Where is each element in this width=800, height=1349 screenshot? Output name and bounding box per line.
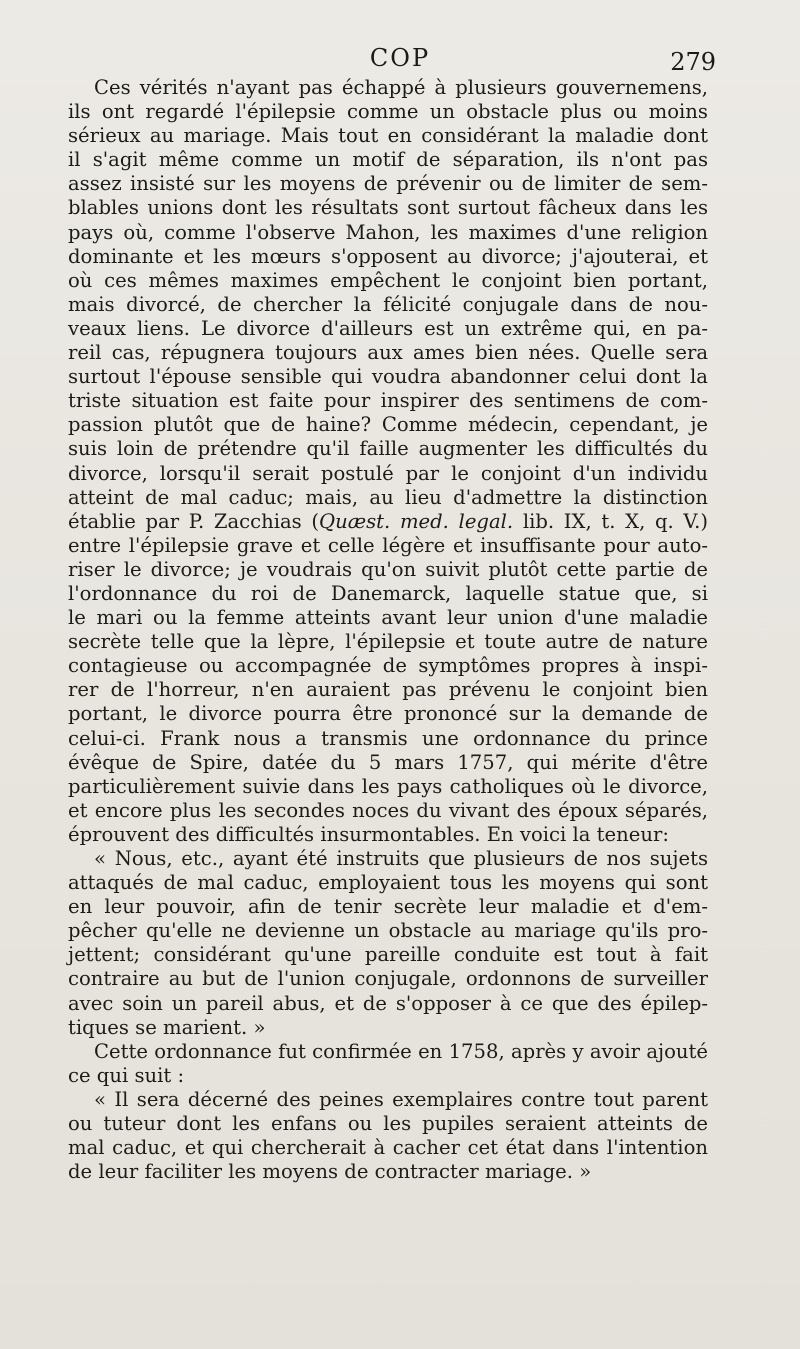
text-line: « Nous, etc., ayant été instruits que plusieurs de nos sujets <box>94 847 708 870</box>
text-line: blables unions dont les résultats sont surtout fâcheux dans les <box>68 196 708 220</box>
text-line: dominante et les mœurs s'opposent au divorce; j'ajouterai, et <box>68 244 708 268</box>
text-line: mais divorcé, de chercher la félicité conjugale dans de nou- <box>68 292 708 316</box>
text-line: atteint de mal caduc; mais, au lieu d'admettre la distinction <box>68 485 708 509</box>
text-line: sérieux au mariage. Mais tout en considérant la maladie dont <box>68 124 708 148</box>
text-line: surtout l'épouse sensible qui voudra abandonner celui dont la <box>68 365 708 389</box>
text-line: où ces mêmes maximes empêchent le conjoint bien portant, <box>68 268 708 292</box>
text-line: de leur faciliter les moyens de contracter mariage. » <box>68 1160 592 1184</box>
text-line: contagieuse ou accompagnée de symptômes propres à inspi- <box>68 654 708 678</box>
text-line: Cette ordonnance fut confirmée en 1758, après y avoir ajouté <box>94 1039 708 1063</box>
text-line: rer de l'horreur, n'en auraient pas prévenu le conjoint bien <box>68 678 708 702</box>
text-line: Ces vérités n'ayant pas échappé à plusieurs gouvernemens, <box>94 76 708 99</box>
text-line: mal caduc, et qui chercherait à cacher cet état dans l'intention <box>68 1136 708 1160</box>
text-line: suis loin de prétendre qu'il faille augmenter les difficultés du <box>68 437 708 461</box>
text-line: « Il sera décerné des peines exemplaires contre tout parent <box>94 1087 708 1111</box>
text-line: triste situation est faite pour inspirer des sentimens de com- <box>68 389 708 413</box>
text-line: reil cas, répugnera toujours aux ames bien nées. Quelle sera <box>68 341 708 365</box>
text-line: il s'agit même comme un motif de séparation, ils n'ont pas <box>68 148 708 172</box>
running-header <box>0 42 800 78</box>
text-line: ce qui suit : <box>68 1063 185 1087</box>
text-line: tiques se marient. » <box>68 1015 266 1039</box>
text-line: portant, le divorce pourra être prononcé sur la demande de <box>68 702 708 726</box>
text-line: particulièrement suivie dans les pays catholiques où le divorce, <box>68 774 708 798</box>
paragraph <box>68 1088 708 1184</box>
text-line: veaux liens. Le divorce d'ailleurs est un extrême qui, en pa- <box>68 316 708 340</box>
text-line: contraire au but de l'union conjugale, ordonnons de surveiller <box>68 967 708 991</box>
text-line: pêcher qu'elle ne devienne un obstacle au mariage qu'ils pro- <box>68 919 708 943</box>
text-line: en leur pouvoir, afin de tenir secrète leur maladie et d'em- <box>68 895 708 919</box>
paragraph <box>68 76 708 847</box>
text-line: attaqués de mal caduc, employaient tous les moyens qui sont <box>68 871 708 895</box>
text-line: établie par P. Zacchias (Quæst. med. legal. lib. IX, t. X, q. V.) <box>68 509 709 533</box>
text-line: pays où, comme l'observe Mahon, les maximes d'une religion <box>68 220 708 244</box>
text-line: ils ont regardé l'épilepsie comme un obstacle plus ou moins <box>68 100 708 124</box>
text-line: divorce, lorsqu'il serait postulé par le conjoint d'un individu <box>68 461 708 485</box>
text-line: assez insisté sur les moyens de prévenir ou de limiter de sem- <box>68 172 708 196</box>
text-line: riser le divorce; je voudrais qu'on suivit plutôt cette partie de <box>68 557 708 581</box>
text-line: le mari ou la femme atteints avant leur union d'une maladie <box>68 606 708 630</box>
paragraph <box>68 847 708 1040</box>
text-line: celui-ci. Frank nous a transmis une ordonnance du prince <box>68 726 708 750</box>
text-line: évêque de Spire, datée du 5 mars 1757, qui mérite d'être <box>68 750 708 774</box>
body-text <box>68 76 708 1184</box>
text-line: entre l'épilepsie grave et celle légère et insuffisante pour auto- <box>68 533 708 557</box>
text-line: avec soin un pareil abus, et de s'opposer à ce que des épilep- <box>68 991 708 1015</box>
text-line: éprouvent des difficultés insurmontables. En voici la teneur: <box>68 822 669 846</box>
text-line: l'ordonnance du roi de Danemarck, laquelle statue que, si <box>68 581 708 605</box>
page-number: 279 <box>670 48 716 76</box>
text-line: secrète telle que la lèpre, l'épilepsie et toute autre de nature <box>68 630 708 654</box>
text-line: passion plutôt que de haine? Comme médecin, cependant, je <box>68 413 708 437</box>
text-line: et encore plus les secondes noces du vivant des époux séparés, <box>68 798 708 822</box>
text-line: jettent; considérant qu'une pareille conduite est tout à fait <box>68 943 708 967</box>
running-title: COP <box>369 44 431 72</box>
paragraph <box>68 1040 708 1088</box>
text-line: ou tuteur dont les enfans ou les pupiles seraient atteints de <box>68 1112 708 1136</box>
